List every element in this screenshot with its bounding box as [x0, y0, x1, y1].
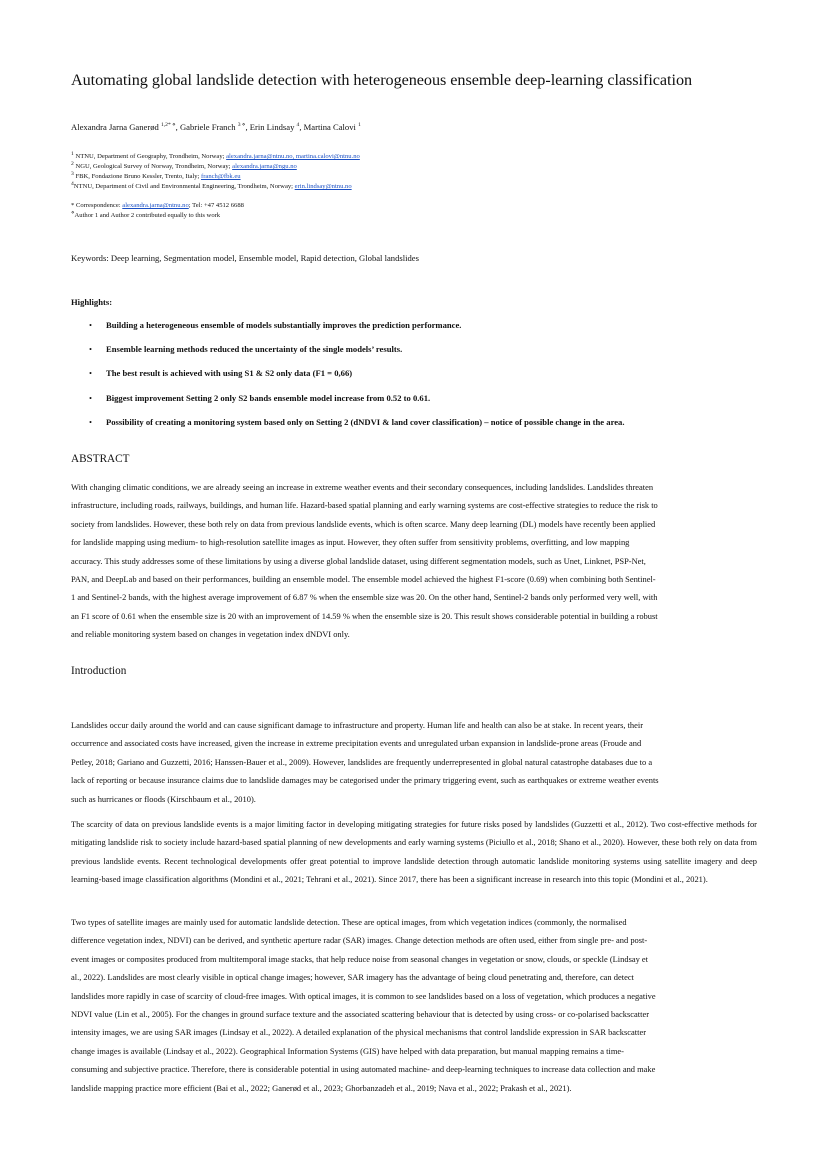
- abstract-line: accuracy. This study addresses some of these limitations by using a diverse global landslide dataset, using different segmentation models, such as Unet, Linknet, PSP-Net,: [71, 555, 646, 566]
- affiliation-marker: 2: [71, 160, 74, 167]
- correspondence-email-link[interactable]: alexandra.jarna@ntnu.no: [122, 202, 189, 209]
- equal-contribution-marker: ⋄: [71, 209, 75, 216]
- paragraph-line: landslide mapping practice more efficient (Bai et al., 2022; Ganerød et al., 2023; Ghorbanzadeh et al., 2019; Nava et al., 2022; Prakash et al., 2021).: [71, 1082, 572, 1093]
- paragraph-line: Landslides occur daily around the world and can cause significant damage to infrastructure and property. Human life and health can also be at stake. In recent years, their: [71, 720, 644, 730]
- bullet-icon: •: [89, 368, 93, 379]
- paragraph-line: NDVI value (Lin et al., 2005). For the changes in ground surface texture and the associated scattering behaviour that is detected by using cross- or co-polarised backscatter: [71, 1009, 650, 1020]
- affiliation: [71, 172, 360, 182]
- affiliation-list: [71, 152, 360, 192]
- author-separator: ,: [299, 122, 304, 132]
- paper-title: Automating global landslide detection with heterogeneous ensemble deep-learning classification: [71, 71, 693, 89]
- affiliation: [71, 152, 360, 162]
- author: [304, 122, 361, 132]
- abstract-line: and reliable monitoring system based on changes in vegetation index dNDVI only.: [71, 629, 350, 640]
- author: [180, 122, 250, 132]
- affiliation-marker: 1: [71, 150, 74, 157]
- paragraph-line: lack of reporting or because insurance claims due to landslide damages may be categorised under the primary triggering event, such as earthquakes or extreme weather events: [71, 775, 659, 786]
- author-separator: ,: [245, 122, 250, 132]
- equal-contribution-text: Author 1 and Author 2 contributed equally to this work: [74, 211, 221, 219]
- abstract-line: an F1 score of 0.61 when the ensemble size is 20 with an improvement of 14.59 % when the ensemble size is 20. This result shows considerable potential in building a robust: [71, 610, 658, 621]
- paragraph-line: event images or composites produced from multitemporal image stacks, that help reduce noise from seasonal changes in vegetation or snow, clouds, or speckle (Lindsay et: [71, 953, 649, 964]
- abstract-line: society from landslides. However, these both rely on data from previous landslide events, which is often scarce. Many deep learning (DL) models have recently been applied: [71, 518, 656, 529]
- author-name: Alexandra Jarna Ganerød: [71, 122, 159, 132]
- correspondence-line: [71, 201, 244, 211]
- bullet-icon: •: [89, 320, 93, 330]
- author: [71, 122, 180, 132]
- correspondence-phone: ; Tel: +47 4512 6688: [188, 202, 244, 209]
- correspondence-note: [71, 201, 244, 220]
- bullet-icon: •: [89, 392, 93, 403]
- affiliation-text: NTNU, Department of Geography, Trondheim, Norway;: [75, 153, 227, 160]
- affiliation: [71, 182, 360, 192]
- author-affiliation-marker: 1: [358, 122, 361, 129]
- paragraph-line: Petley, 2018; Gariano and Guzzetti, 2016; Hanssen-Bauer et al., 2009). However, landslides are frequently underrepresented in global natural catastrophe databases due to a: [71, 756, 653, 767]
- author: [250, 122, 304, 132]
- author-list: [71, 122, 361, 132]
- abstract-heading: ABSTRACT: [71, 453, 130, 465]
- highlight-text: Building a heterogeneous ensemble of models substantially improves the prediction performance.: [106, 320, 462, 330]
- highlight-item: [71, 417, 625, 441]
- paragraph-line: Two types of satellite images are mainly used for automatic landslide detection. These are optical images, from which vegetation indices (commonly, the normalised: [71, 917, 627, 927]
- highlight-text: Possibility of creating a monitoring system based only on Setting 2 (dNDVI & land cover classification) – notice of possible change in the area.: [106, 416, 625, 427]
- paragraph-line: consuming and subjective practice. Therefore, there is considerable potential in using automated machine- and deep-learning techniques to increase data collection and make: [71, 1064, 656, 1075]
- abstract-line: infrastructure, including roads, railways, buildings, and human life. Hazard-based spatial planning and early warning systems are cost-effective strategies to reduce the risk to: [71, 500, 658, 511]
- abstract-line: PAN, and DeepLab and based on their performances, building an ensemble model. The ensemble model achieved the highest F1-score (0.69) when combining both Sentinel-: [71, 574, 656, 585]
- highlights-list: [71, 320, 625, 441]
- affiliation-marker: 4: [71, 180, 74, 187]
- author-affiliation-marker: 1,2* ⋄: [160, 122, 176, 129]
- intro-paragraph-2: The scarcity of data on previous landslide events is a major limiting factor in developing mitigating strategies for future risks posed by landslides (Guzzetti et al., 2012). Two cost-effective methods for mitigating landslide risk to society include hazard-based spatial planning of new developments and early warning systems (Piciullo et al., 2018; Shano et al., 2020). However, these both rely on data from previous landslide events. Recent technological developments offer great potential to improve landslide detection through automatic landslide monitoring systems using satellite imagery and deep learning-based image classification algorithms (Mondini et al., 2021; Tehrani et al., 2021). Since 2017, there has been a significant increase in research into this topic (Mondini et al., 2021).: [71, 819, 757, 885]
- author-affiliation-marker: 4: [296, 122, 300, 129]
- intro-paragraph-1: [71, 716, 757, 808]
- author-name: Martina Calovi: [303, 122, 356, 132]
- paragraph-line: intensity images, we are using SAR images (Lindsay et al., 2022). A detailed explanation of the physical mechanisms that control landslide expression in SAR backscatter: [71, 1027, 647, 1038]
- keywords: Keywords: Deep learning, Segmentation model, Ensemble model, Rapid detection, Global landslides: [71, 253, 419, 263]
- bullet-icon: •: [89, 344, 93, 355]
- highlight-text: Ensemble learning methods reduced the uncertainty of the single models’ results.: [106, 344, 403, 355]
- affiliation-email-link[interactable]: franch@fbk.eu: [201, 173, 241, 180]
- highlights-heading: Highlights:: [71, 297, 113, 307]
- paragraph-line: difference vegetation index, NDVI) can be derived, and synthetic aperture radar (SAR) images. Change detection methods are often used, either from single pre- and post-: [71, 935, 648, 946]
- highlight-text: The best result is achieved with using S1 & S2 only data (F1 = 0,66): [106, 368, 353, 379]
- abstract-body: [71, 478, 757, 644]
- highlight-text: Biggest improvement Setting 2 only S2 bands ensemble model increase from 0.52 to 0.61.: [106, 392, 431, 403]
- correspondence-label: * Correspondence:: [71, 202, 123, 209]
- abstract-line: 1 and Sentinel-2 bands, with the highest average improvement of 6.87 % when the ensemble size was 20. On the other hand, Sentinel-2 bands only performed very well, with: [71, 592, 658, 603]
- affiliation-text: FBK, Fondazione Bruno Kessler, Trento, Italy;: [75, 173, 202, 180]
- affiliation-text: NGU, Geological Survey of Norway, Trondheim, Norway;: [75, 163, 233, 170]
- author-name: Gabriele Franch: [179, 122, 236, 132]
- highlight-item: [71, 368, 625, 392]
- introduction-heading: Introduction: [71, 665, 127, 677]
- affiliation-email-link[interactable]: alexandra.jarna@ntnu.no, martina.calovi@ntnu.no: [226, 153, 360, 160]
- highlight-item: [71, 320, 625, 344]
- author-separator: ,: [175, 122, 180, 132]
- affiliation: [71, 162, 360, 172]
- highlight-item: [71, 344, 625, 368]
- paragraph-line: landslides more rapidly in case of scarcity of cloud-free images. With optical images, it is common to see landslides based on a loss of vegetation, which produces a negative: [71, 990, 656, 1001]
- bullet-icon: •: [89, 416, 93, 427]
- equal-contribution-line: [71, 211, 244, 221]
- author-affiliation-marker: 3 ⋄: [237, 122, 246, 129]
- paragraph-line: change images is available (Lindsay et al., 2022). Geographical Information Systems (GIS) have helped with data preparation, but manual mapping remains a time-: [71, 1045, 624, 1056]
- abstract-line: for landslide mapping using medium- to high-resolution satellite images as input. However, they often suffer from sensitivity problems, overfitting, and low mapping: [71, 537, 630, 548]
- affiliation-marker: 3: [71, 170, 74, 177]
- affiliation-text: NTNU, Department of Civil and Environmental Engineering, Trondheim, Norway;: [73, 183, 295, 190]
- author-name: Erin Lindsay: [249, 122, 295, 132]
- paragraph-line: occurrence and associated costs have increased, given the increase in extreme precipitation events and unregulated urban expansion in landslide-prone areas (Froude and: [71, 738, 642, 749]
- paragraph-line: such as hurricanes or floods (Kirschbaum et al., 2010).: [71, 793, 256, 804]
- abstract-line: With changing climatic conditions, we are already seeing an increase in extreme weather events and their secondary consequences, including landslides. Landslides threaten: [71, 482, 654, 492]
- affiliation-email-link[interactable]: erin.lindsay@ntnu.no: [294, 183, 352, 190]
- paragraph-line: al., 2022). Landslides are most clearly visible in optical change images; however, SAR imagery has the advantage of being cloud penetrating and, therefore, can detect: [71, 972, 634, 983]
- affiliation-email-link[interactable]: alexandra.jarna@ngu.no: [232, 163, 297, 170]
- intro-paragraph-3: [71, 913, 757, 1097]
- highlight-item: [71, 393, 625, 417]
